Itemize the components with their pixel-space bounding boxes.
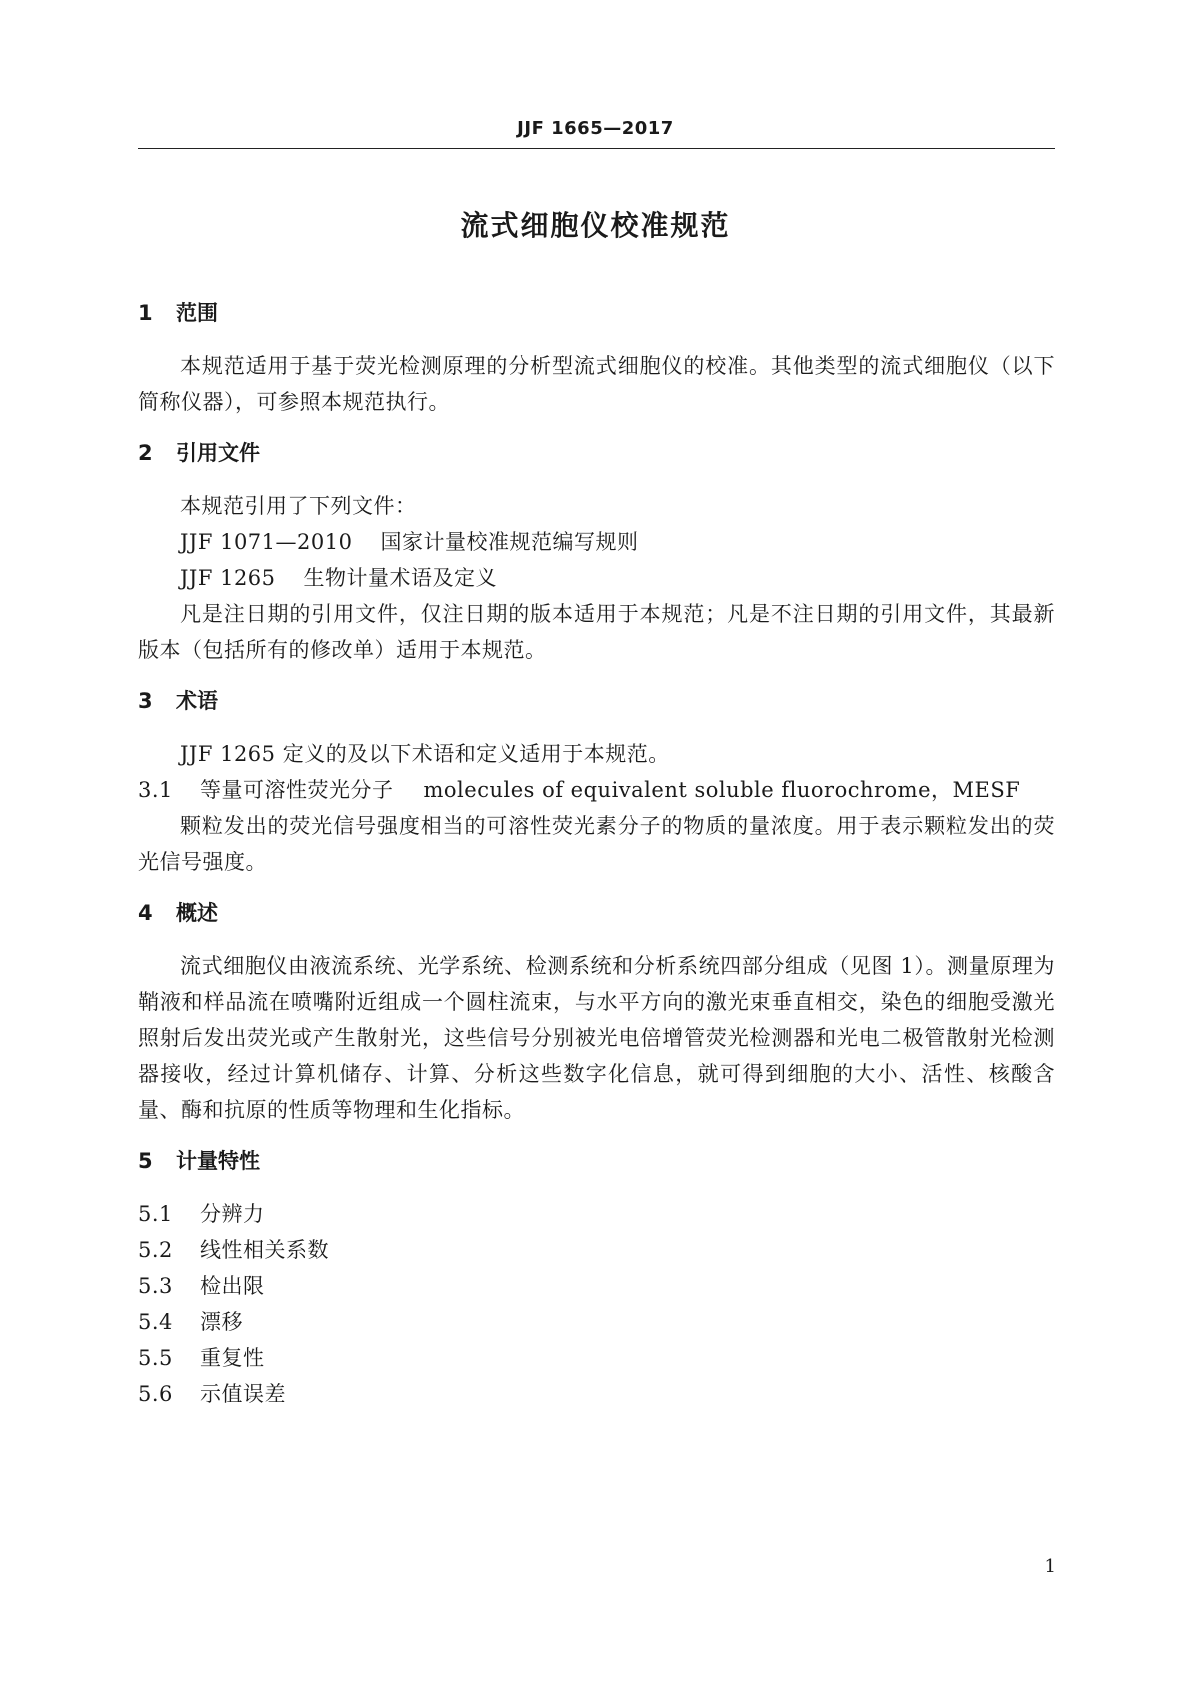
characteristics-list xyxy=(138,1196,1055,1412)
section-title: 引用文件 xyxy=(176,441,260,465)
term-number: 3.1 xyxy=(138,778,173,802)
item-label: 示值误差 xyxy=(200,1382,286,1406)
reference-code: JJF 1071—2010 xyxy=(180,530,353,554)
references-intro: 本规范引用了下列文件： xyxy=(180,494,417,518)
section-heading-terms xyxy=(138,686,1055,716)
list-item xyxy=(138,1196,1055,1232)
section-number: 3 xyxy=(138,689,153,713)
item-label: 检出限 xyxy=(200,1274,265,1298)
section-title: 术语 xyxy=(176,689,218,713)
section-heading-references xyxy=(138,438,1055,468)
list-item xyxy=(138,1376,1055,1412)
list-item xyxy=(138,1268,1055,1304)
item-number: 5.1 xyxy=(138,1202,173,1226)
section-number: 1 xyxy=(138,301,153,325)
term-english: molecules of equivalent soluble fluorochrome，MESF xyxy=(423,778,1021,802)
item-label: 线性相关系数 xyxy=(200,1238,329,1262)
item-label: 分辨力 xyxy=(200,1202,265,1226)
item-number: 5.4 xyxy=(138,1310,173,1334)
section-title: 计量特性 xyxy=(176,1149,260,1173)
list-item xyxy=(138,1304,1055,1340)
section-number: 4 xyxy=(138,901,153,925)
reference-name: 生物计量术语及定义 xyxy=(303,566,498,590)
section-heading-overview xyxy=(138,898,1055,928)
section-heading-metrological-characteristics xyxy=(138,1146,1055,1176)
standard-code-header: JJF 1665—2017 xyxy=(517,118,674,139)
reference-item xyxy=(138,560,1055,596)
overview-paragraph: 流式细胞仪由液流系统、光学系统、检测系统和分析系统四部分组成（见图 1）。测量原理为鞘液和样品流在喷嘴附近组成一个圆柱流束，与水平方向的激光束垂直相交，染色的细胞受激光照射后发出荧光或产生散射光，这些信号分别被光电倍增管荧光检测器和光电二极管散射光检测器接收，经过计算机储存、计算、分析这些数字化信息，就可得到细胞的大小、活性、核酸含量、酶和抗原的性质等物理和生化指标。 xyxy=(138,954,1055,1122)
reference-code: JJF 1265 xyxy=(180,566,276,590)
document-title: 流式细胞仪校准规范 xyxy=(460,209,731,242)
section-number: 5 xyxy=(138,1149,153,1173)
item-number: 5.6 xyxy=(138,1382,173,1406)
item-number: 5.2 xyxy=(138,1238,173,1262)
references-note: 凡是注日期的引用文件，仅注日期的版本适用于本规范；凡是不注日期的引用文件，其最新版本（包括所有的修改单）适用于本规范。 xyxy=(138,602,1055,662)
item-label: 重复性 xyxy=(200,1346,265,1370)
document-body xyxy=(138,298,1055,1412)
term-definition: 颗粒发出的荧光信号强度相当的可溶性荧光素分子的物质的量浓度。用于表示颗粒发出的荧光信号强度。 xyxy=(138,814,1055,874)
section-number: 2 xyxy=(138,441,153,465)
section-title: 概述 xyxy=(176,901,218,925)
term-chinese: 等量可溶性荧光分子 xyxy=(200,778,394,802)
page-number: 1 xyxy=(1044,1556,1056,1577)
item-number: 5.3 xyxy=(138,1274,173,1298)
reference-name: 国家计量校准规范编写规则 xyxy=(380,530,639,554)
item-label: 漂移 xyxy=(200,1310,243,1334)
list-item xyxy=(138,1340,1055,1376)
scope-paragraph: 本规范适用于基于荧光检测原理的分析型流式细胞仪的校准。其他类型的流式细胞仪（以下简称仪器），可参照本规范执行。 xyxy=(138,354,1055,414)
header-divider xyxy=(138,148,1055,149)
list-item xyxy=(138,1232,1055,1268)
section-heading-scope xyxy=(138,298,1055,328)
term-entry xyxy=(138,772,1055,808)
section-title: 范围 xyxy=(176,301,218,325)
terms-intro: JJF 1265 定义的及以下术语和定义适用于本规范。 xyxy=(180,742,670,766)
reference-item xyxy=(138,524,1055,560)
item-number: 5.5 xyxy=(138,1346,173,1370)
